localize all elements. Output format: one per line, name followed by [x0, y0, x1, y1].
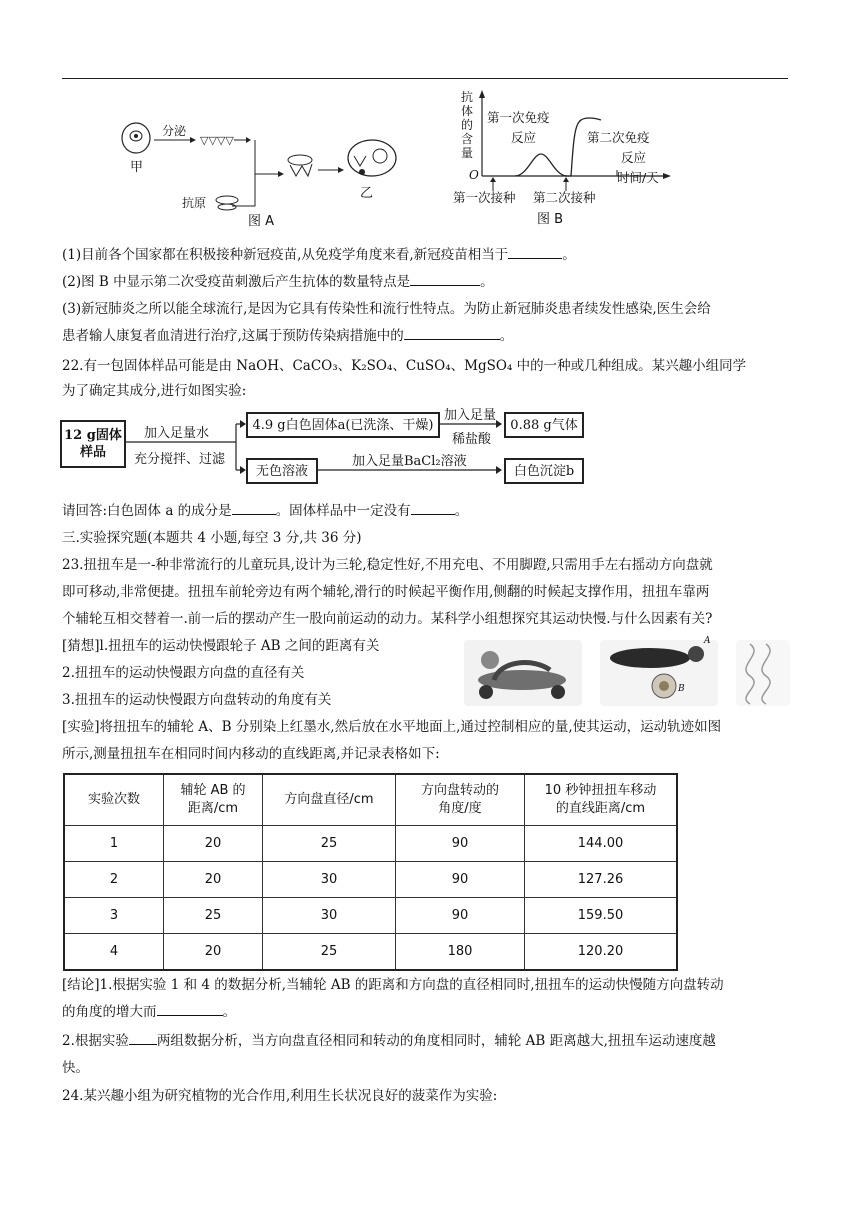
- table-header: 方向盘转动的 角度/度: [396, 774, 525, 826]
- flow-sample-text: 12 g固体样品: [64, 428, 122, 460]
- table-cell: 90: [396, 826, 525, 862]
- q23-line1: 23.扭扭车是一-种非常流行的儿童玩具,设计为三轮,稳定性好,不用充电、不用脚蹬,只需用手左右摇动方向盘就: [62, 557, 713, 573]
- photo-label-a: A: [704, 636, 711, 646]
- fig-b-ylabel: [461, 90, 475, 160]
- fig-a-label-yi: 乙: [360, 186, 374, 201]
- q23-conclusion2b: 两组数据分析，当方向盘直径相同和转动的角度相同时，辅轮 AB 距离越大,扭扭车运动速度越: [156, 1033, 716, 1049]
- flow-step1-top: 加入足量水: [144, 426, 210, 441]
- table-cell: 20: [164, 862, 263, 898]
- twist-car-drawing: [464, 640, 582, 706]
- table-header: 方向盘直径/cm: [263, 774, 396, 826]
- flow-solution-text: 无色溶液: [255, 463, 308, 479]
- q21-part1: [62, 244, 798, 266]
- q23-guess3: 3.扭扭车的运动快慢跟方向盘转动的角度有关: [62, 692, 332, 708]
- answer-blank[interactable]: [411, 500, 455, 515]
- table-row: [64, 826, 677, 862]
- table-cell: 144.00: [525, 826, 678, 862]
- q21-part3a: [62, 298, 798, 320]
- q22-answer-mid: 。固体样品中一定没有: [275, 503, 411, 519]
- figure-b: [455, 88, 675, 228]
- fig-a-label-antigen: 抗原: [182, 196, 207, 210]
- q23-conclusion1b-text: 的角度的增大而: [62, 1004, 157, 1020]
- q22-answer-end: 。: [454, 503, 469, 519]
- fig-b-ylabel-char: 体: [461, 104, 474, 118]
- flow-precip-box: [504, 458, 584, 484]
- answer-blank[interactable]: [508, 244, 562, 259]
- flow-sample-box: [60, 420, 126, 468]
- table-cell: 3: [64, 898, 164, 934]
- q22-line1: 22.有一包固体样品可能是由 NaOH、CaCO₃、K₂SO₄、CuSO₄、MgSO₄ 中的一种或几种组成。某兴趣小组同学: [62, 358, 747, 374]
- table-row: [64, 898, 677, 934]
- table-row: [64, 934, 677, 971]
- track-trace-photo: [736, 640, 790, 706]
- q23-line3: 个辅轮互相交替着一.前一后的摆动产生一股向前运动的动力。某科学小组想探究其运动快慢.与什么因素有关?: [62, 611, 713, 627]
- table-cell: 1: [64, 826, 164, 862]
- table-cell: 90: [396, 862, 525, 898]
- table-header-row: [64, 774, 677, 826]
- q23-guess1: [猜想]l.扭扭车的运动快慢跟轮子 AB 之间的距离有关: [62, 638, 380, 654]
- q23-guess2: 2.扭扭车的运动快慢跟方向盘的直径有关: [62, 665, 305, 681]
- table-header: 实验次数: [64, 774, 164, 826]
- q23-exp2: 所示,测量扭扭车在相同时间内移动的直线距离,并记录表格如下:: [62, 746, 440, 762]
- fig-b-second-response-2: 反应: [621, 150, 647, 165]
- fig-a-caption: 图 A: [248, 214, 275, 229]
- q23-conclusion1: [结论]1.根据实验 1 和 4 的数据分析,当辅轮 AB 的距离和方向盘的直径相同时,扭扭车的运动快慢随方向盘转动: [62, 977, 724, 993]
- wheel-closeup-drawing: [600, 640, 718, 706]
- answer-blank[interactable]: [410, 271, 480, 286]
- section-3-heading: 三.实验探究题(本题共 4 小题,每空 3 分,共 36 分): [62, 530, 362, 546]
- q22-answer: [62, 500, 798, 522]
- q21-part2-text: (2)图 B 中显示第二次受疫苗刺激后产生抗体的数量特点是: [62, 274, 411, 290]
- q21-part2: [62, 271, 798, 293]
- flow-gas-box: [504, 412, 584, 438]
- flow-gas-text: 0.88 g气体: [510, 417, 578, 433]
- fig-b-ylabel-char: 的: [461, 118, 474, 132]
- fig-b-caption: 图 B: [537, 212, 564, 227]
- table-cell: 20: [164, 934, 263, 971]
- table-cell: 90: [396, 898, 525, 934]
- fig-b-ylabel-char: 含: [461, 132, 474, 146]
- q23-conclusion2a: 2.根据实验: [62, 1033, 129, 1049]
- figure-a: [110, 110, 430, 228]
- photo-label-b: B: [678, 684, 685, 694]
- fig-b-origin: O: [469, 168, 479, 182]
- table-cell: 30: [263, 898, 396, 934]
- flow-precip-text: 白色沉淀b: [513, 463, 575, 479]
- q23-conclusion2c: 快。: [62, 1060, 89, 1076]
- experiment-table: [63, 773, 678, 971]
- q23-conclusion2: [62, 1030, 798, 1052]
- table-cell: 20: [164, 826, 263, 862]
- table-header: 辅轮 AB 的 距离/cm: [164, 774, 263, 826]
- flow-step1-bottom: 充分搅拌、过滤: [134, 452, 226, 467]
- q22-line2: 为了确定其成分,进行如图实验:: [62, 383, 247, 399]
- track-trace-drawing: [736, 640, 790, 706]
- answer-blank[interactable]: [157, 1001, 223, 1016]
- table-cell: 30: [263, 862, 396, 898]
- table-cell: 180: [396, 934, 525, 971]
- fig-b-first-vaccine: 第一次接种: [453, 190, 516, 205]
- q21-part3-end: 。: [499, 328, 514, 344]
- answer-blank[interactable]: [129, 1030, 157, 1045]
- table-cell: 159.50: [525, 898, 678, 934]
- q23-line2: 即可移动,非常便捷。扭扭车前轮旁边有两个辅轮,滑行的时候起平衡作用,侧翻的时候起支撑作用，扭扭车靠两: [62, 584, 710, 600]
- fig-a-label-secrete: 分泌: [162, 124, 187, 138]
- table-cell: 120.20: [525, 934, 678, 971]
- header-rule: [62, 78, 788, 79]
- fig-b-second-response-1: 第二次免疫: [587, 130, 650, 145]
- fig-b-first-response-2: 反应: [511, 130, 537, 145]
- fig-b-second-vaccine: 第二次接种: [533, 190, 596, 205]
- svg-text:▽▽▽▽: ▽▽▽▽: [200, 134, 234, 147]
- flow-acid-top: 加入足量: [444, 408, 497, 423]
- table-cell: 4: [64, 934, 164, 971]
- table-cell: 127.26: [525, 862, 678, 898]
- table-row: [64, 862, 677, 898]
- fig-b-ylabel-char: 抗: [461, 90, 474, 104]
- q23-exp1: [实验]将扭扭车的辅轮 A、B 分别染上红墨水,然后放在水平地面上,通过控制相应的量,使其运动，运动轨迹如图: [62, 719, 722, 735]
- answer-blank[interactable]: [232, 500, 276, 515]
- q21-part1-end: 。: [562, 247, 576, 263]
- q21-part1-text: (1)目前各个国家都在积极接种新冠疫苗,从免疫学角度来看,新冠疫苗相当于: [62, 247, 509, 263]
- table-header: 10 秒钟扭扭车移动 的直线距离/cm: [525, 774, 678, 826]
- table-cell: 2: [64, 862, 164, 898]
- table-cell: 25: [263, 826, 396, 862]
- flow-solid-box: [246, 412, 440, 438]
- q23-conclusion1-end: 。: [222, 1004, 236, 1020]
- twist-car-photo: [464, 640, 582, 706]
- flow-acid-bottom: 稀盐酸: [452, 432, 492, 447]
- answer-blank[interactable]: [404, 325, 500, 340]
- q22-flow-diagram: [60, 404, 590, 490]
- fig-b-first-response-1: 第一次免疫: [487, 110, 550, 125]
- fig-a-label-jia: 甲: [130, 160, 144, 175]
- table-cell: 25: [263, 934, 396, 971]
- q21-part3a-text: (3)新冠肺炎之所以能全球流行,是因为它具有传染性和流行性特点。为防止新冠肺炎患者续发性感染,医生会给: [62, 301, 711, 317]
- wheel-closeup-photo: [600, 636, 718, 706]
- q21-part3b: [62, 325, 798, 347]
- q22-answer-a: 请回答:白色固体 a 的成分是: [62, 503, 232, 519]
- flow-bacl2-label: 加入足量BaCl₂溶液: [352, 454, 467, 469]
- flow-solid-text: 4.9 g白色固体a(已洗涤、干燥): [252, 417, 434, 433]
- q24-line: 24.某兴趣小组为研究植物的光合作用,利用生长状况良好的菠菜作为实验:: [62, 1088, 498, 1104]
- q23-conclusion1b: [62, 1001, 798, 1023]
- fig-b-ylabel-char: 量: [461, 146, 474, 160]
- q21-part2-end: 。: [480, 274, 494, 290]
- fig-b-xlabel: 时间/天: [617, 170, 659, 185]
- q21-part3b-text: 患者输人康复者血清进行治疗,这属于预防传染病措施中的: [62, 328, 404, 344]
- flow-solution-box: [246, 458, 318, 484]
- table-cell: 25: [164, 898, 263, 934]
